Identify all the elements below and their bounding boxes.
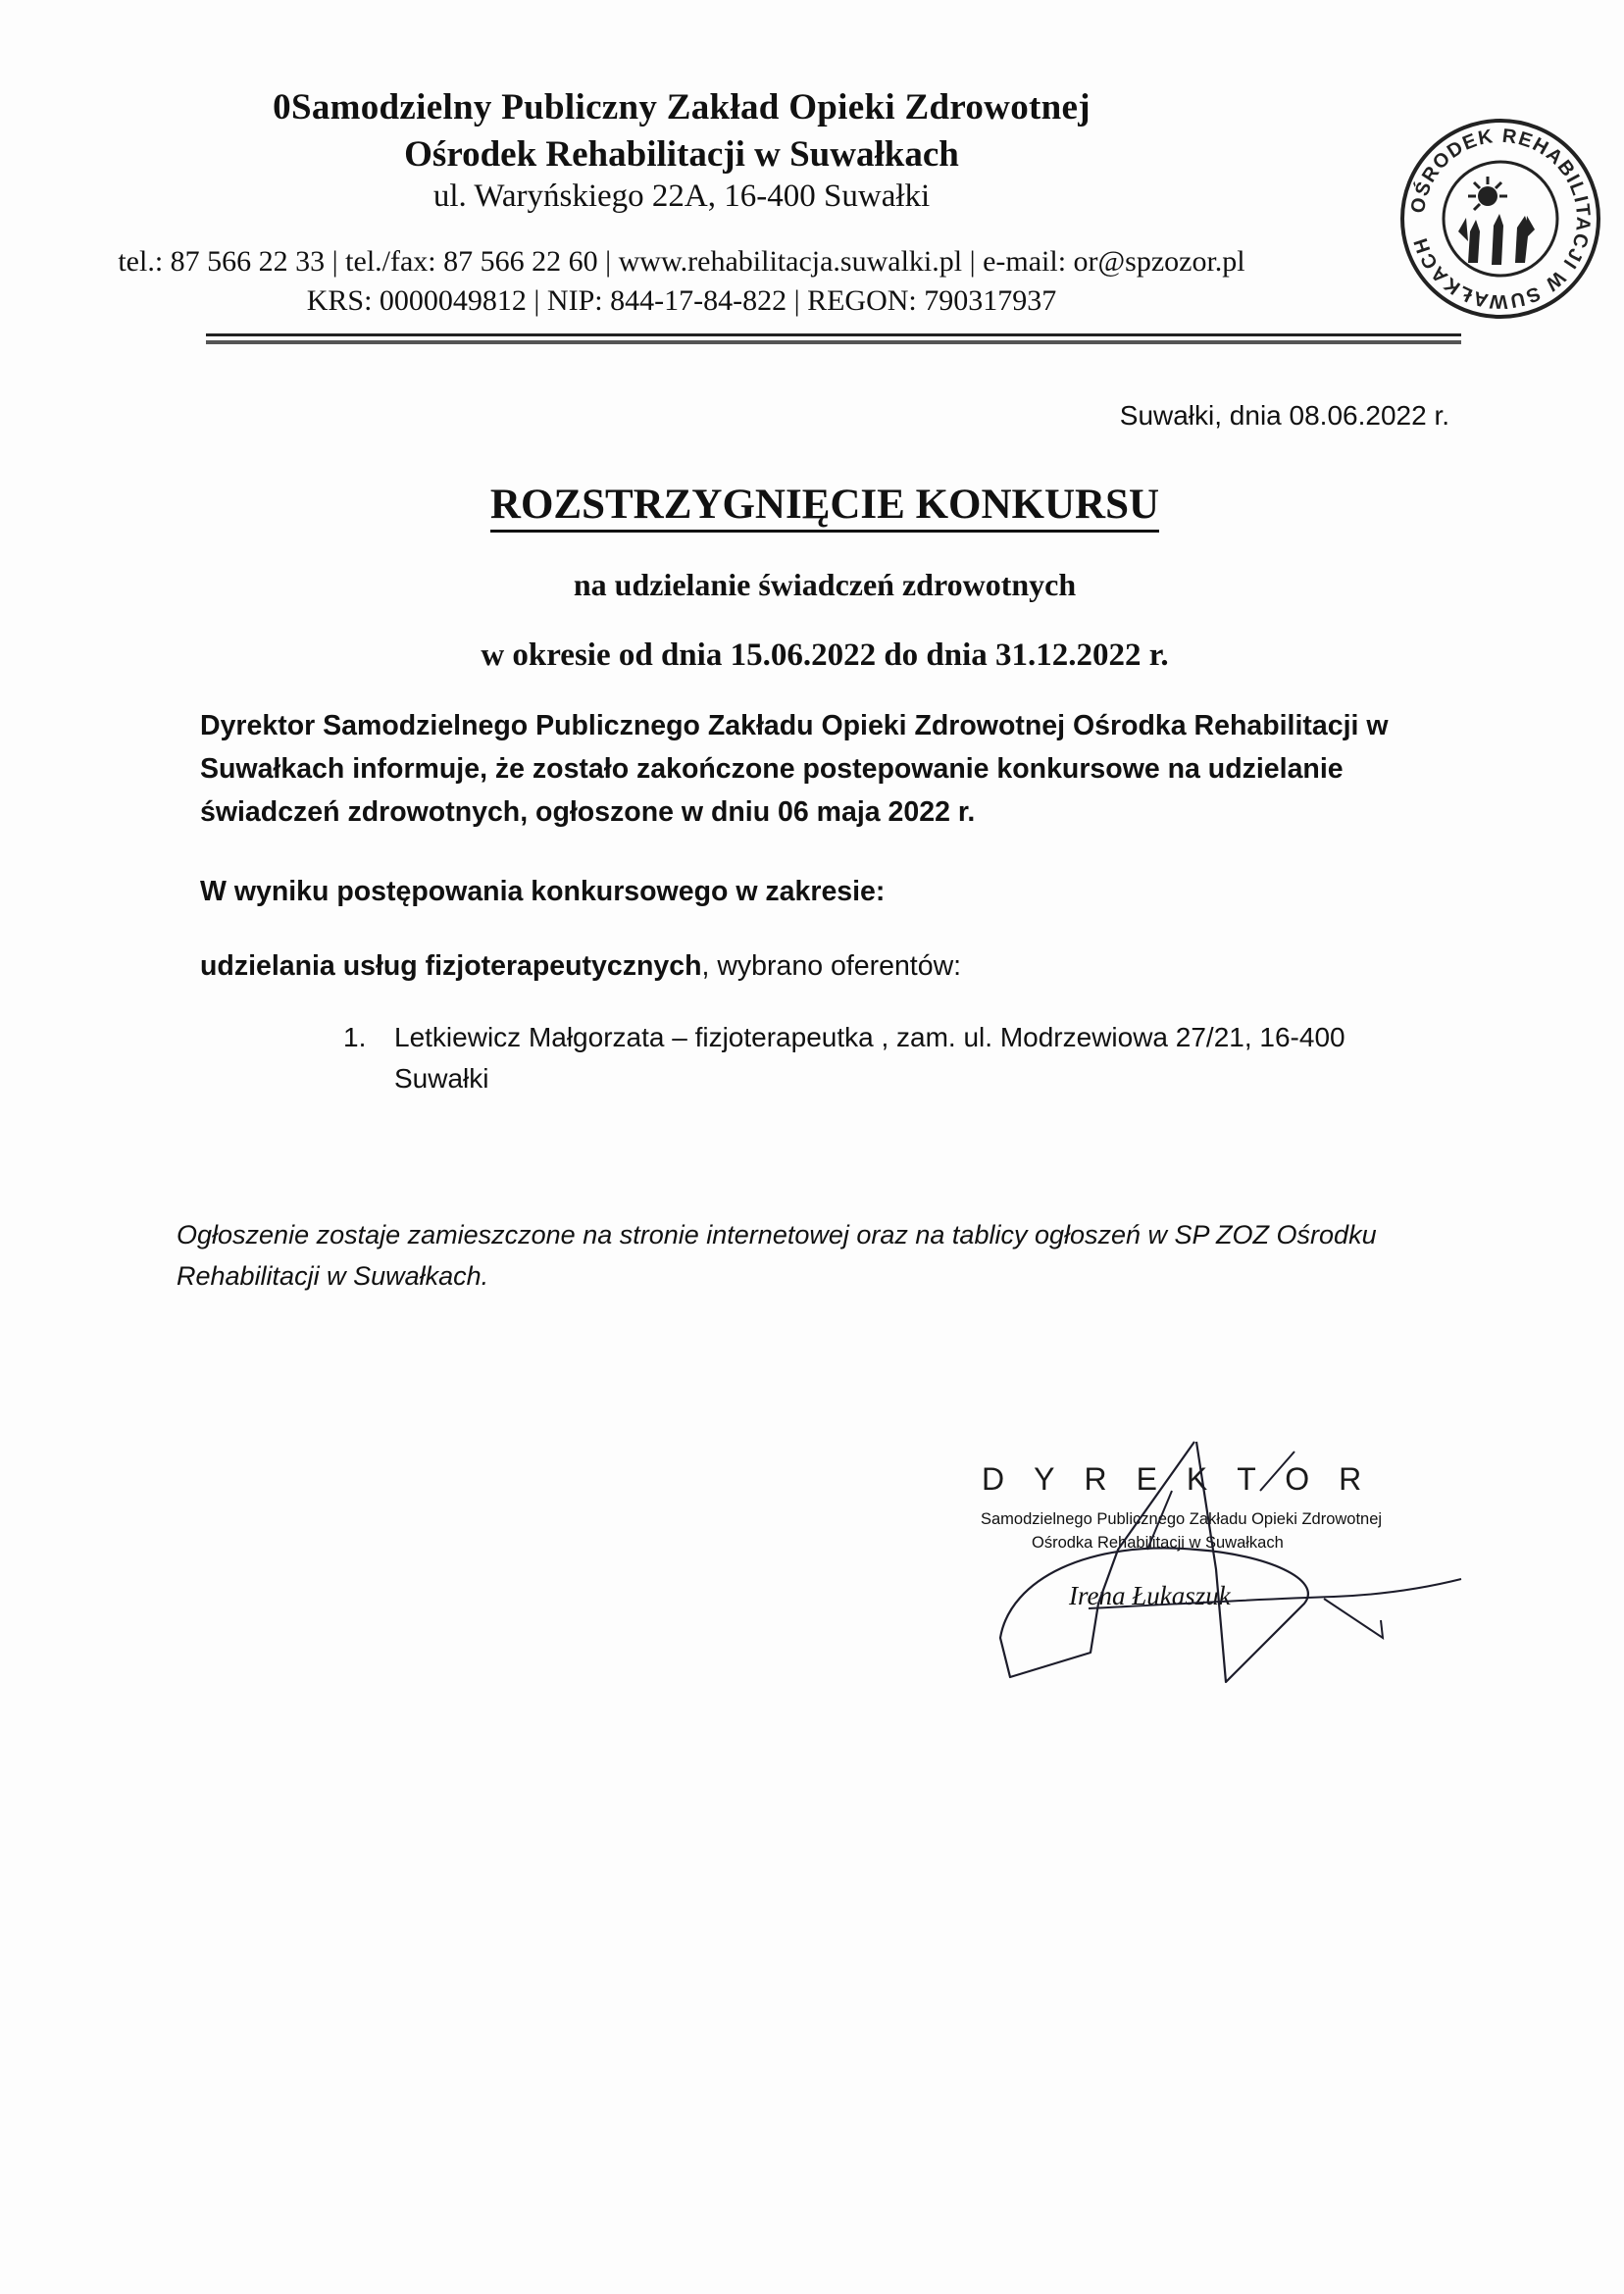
offerents-list	[343, 1017, 1402, 1099]
stamp-signer-name: Irena Łukaszuk	[1069, 1581, 1231, 1610]
document-title	[0, 481, 1624, 529]
institution-seal-logo	[1397, 116, 1603, 322]
stamp-title: DYREKTOR	[982, 1461, 1392, 1497]
stamp-line2: Ośrodka Rehabilitacji w Suwałkach	[1032, 1534, 1284, 1552]
handwritten-signature	[971, 1432, 1481, 1716]
institution-contact: tel.: 87 566 22 33 | tel./fax: 87 566 22 60 | www.rehabilitacja.suwalki.pl | e-mail: or@spzozor.pl	[118, 245, 1245, 278]
svg-text:OŚRODEK REHABILITACJI W SUWAŁK: OŚRODEK REHABILITACJI W SUWAŁKACH	[1406, 125, 1595, 313]
letterhead-divider	[206, 333, 1461, 336]
scope-heading: W wyniku postępowania konkursowego w zakresie:	[200, 876, 886, 907]
document-title-text: ROZSTRZYGNIĘCIE KONKURSU	[490, 482, 1159, 533]
institution-address: ul. Waryńskiego 22A, 16-400 Suwałki	[432, 178, 931, 214]
scope-line	[200, 944, 1455, 988]
list-item-text: Letkiewicz Małgorzata – fizjoterapeutka , zam. ul. Modrzewiowa 27/21, 16-400 Suwałki	[394, 1022, 1345, 1094]
institution-registry: KRS: 0000049812 | NIP: 844-17-84-822 | REGON: 790317937	[306, 284, 1057, 317]
document-period: w okresie od dnia 15.06.2022 do dnia 31.12.2022 r.	[481, 637, 1169, 673]
institution-name-line1: 0Samodzielny Publiczny Zakład Opieki Zdrowotnej	[273, 87, 1091, 127]
scope-rest: , wybrano oferentów:	[701, 950, 962, 982]
director-stamp	[971, 1432, 1481, 1716]
publication-notice: Ogłoszenie zostaje zamieszczone na stronie internetowej oraz na tablicy ogłoszeń w SP ZOZ Ośrodku Rehabilitacji w Suwałkach.	[177, 1220, 1377, 1291]
scope-name: udzielania usług fizjoterapeutycznych	[200, 950, 702, 982]
stamp-line1: Samodzielnego Publicznego Zakładu Opieki Zdrowotnej	[981, 1510, 1383, 1528]
intro-paragraph: Dyrektor Samodzielnego Publicznego Zakładu Opieki Zdrowotnej Ośrodka Rehabilitacji w Suwałkach informuje, że zostało zakończone postepowanie konkursowe na udzielanie świadczeń zdrowotnych, ogłoszone w dniu 06 maja 2022 r.	[200, 710, 1389, 828]
list-item-number: 1.	[343, 1022, 367, 1052]
letterhead-divider-thick	[206, 340, 1461, 344]
institution-name-line2: Ośrodek Rehabilitacji w Suwałkach	[404, 134, 959, 175]
document-subtitle: na udzielanie świadczeń zdrowotnych	[573, 567, 1077, 602]
document-date: Suwałki, dnia 08.06.2022 r.	[1119, 400, 1449, 431]
list-item	[343, 1017, 1402, 1099]
